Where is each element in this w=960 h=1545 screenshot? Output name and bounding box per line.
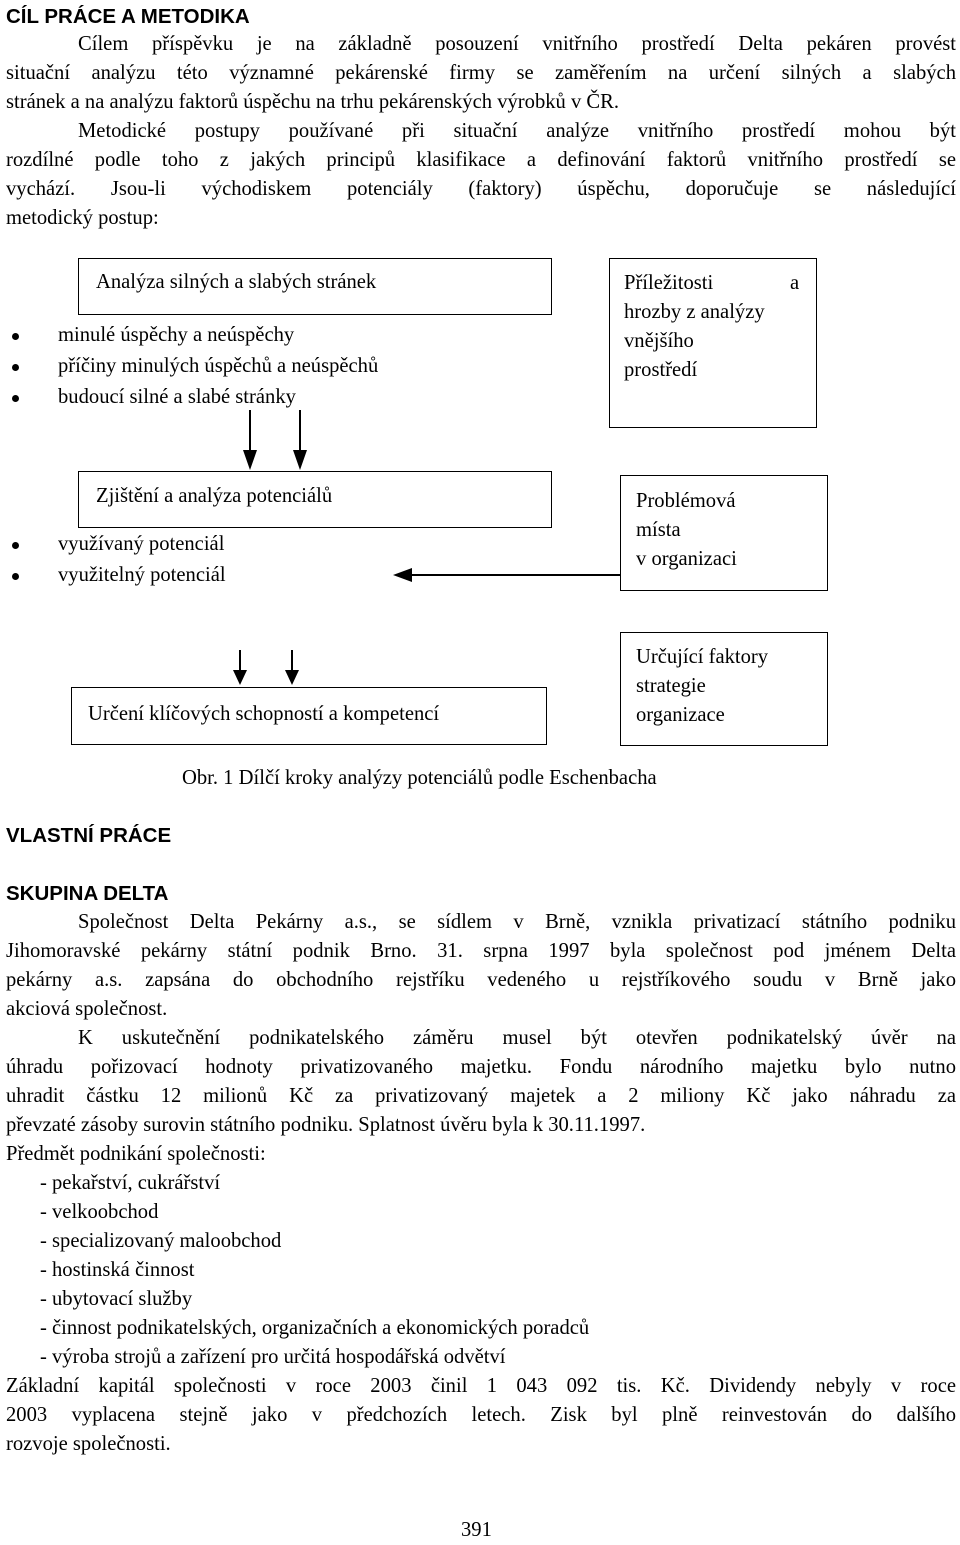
box-opportunities-line: hrozby z analýzy [624, 301, 765, 323]
list-item: - činnost podnikatelských, organizačních a ekonomických poradců [40, 1317, 590, 1339]
box-strengths-label: Analýza silných a slabých stránek [96, 271, 377, 293]
intro-line: Cílem příspěvku je na základně posouzení vnitřního prostředí Delta pekáren provést [78, 33, 956, 55]
text-line: rozvoje společnosti. [6, 1433, 171, 1455]
intro-line: vychází. Jsou-li východiskem potenciály (faktory) úspěchu, doporučuje se následující [6, 178, 956, 200]
text-line: Společnost Delta Pekárny a.s., se sídlem v Brně, vznikla privatizací státního podniku [78, 911, 956, 933]
text-line: uhradit částku 12 milionů Kč za privatizovaný majetek a 2 miliony Kč jako náhradu za [6, 1085, 956, 1107]
box-opportunities-line: Příležitosti [624, 272, 714, 294]
intro-line: metodický postup: [6, 207, 159, 229]
arrowhead-down-icon [285, 670, 299, 685]
arrowhead-left-icon [393, 568, 412, 582]
list-item: - specializovaný maloobchod [40, 1230, 282, 1252]
box-problems-line: místa [636, 519, 681, 541]
text-line: Základní kapitál společnosti v roce 2003 činil 1 043 092 tis. Kč. Dividendy nebyly v roce [6, 1375, 956, 1397]
box-opportunities-line: prostředí [624, 359, 698, 381]
text-line: pekárny a.s. zapsána do obchodního rejstříku vedeného u rejstříkového soudu v Brně jako [6, 969, 956, 991]
text-line: 2003 vyplacena stejně jako v předchozích letech. Zisk byl plně reinvestován do dalšího [6, 1404, 956, 1426]
box-factors-line: Určující faktory [636, 646, 769, 668]
group-title: SKUPINA DELTA [6, 882, 169, 905]
box-problems-line: Problémová [636, 490, 736, 512]
text-line: Jihomoravské pekárny státní podnik Brno. 31. srpna 1997 byla společnost pod jménem Delta [6, 940, 956, 962]
box-opportunities-line: vnějšího [624, 330, 694, 352]
arrowhead-down-icon [233, 670, 247, 685]
intro-line: rozdílné podle toho z jakých principů klasifikace a definování faktorů vnitřního prostředí se [6, 149, 956, 171]
box-potentials-label: Zjištění a analýza potenciálů [96, 485, 333, 507]
arrowhead-down-icon [293, 450, 307, 470]
figure-caption: Obr. 1 Dílčí kroky analýzy potenciálů podle Eschenbacha [182, 767, 657, 789]
text-line: K uskutečnění podnikatelského záměru musel být otevřen podnikatelský úvěr na [78, 1027, 956, 1049]
text-line: úhradu pořizovací hodnoty privatizovaného majetku. Fondu národního majetku bylo nutno [6, 1056, 956, 1078]
box-competences-label: Určení klíčových schopností a kompetencí [88, 703, 440, 725]
list-item: - hostinská činnost [40, 1259, 195, 1281]
text-line: převzaté zásoby surovin státního podniku. Splatnost úvěru byla k 30.11.1997. [6, 1114, 646, 1136]
list-item: - pekařství, cukrářství [40, 1172, 221, 1194]
arrowhead-down-icon [243, 450, 257, 470]
intro-line: situační analýzu této významné pekárenské firmy se zaměřením na určení silných a slabých [6, 62, 956, 84]
intro-line: Metodické postupy používané při situační analýze vnitřního prostředí mohou být [78, 120, 956, 142]
business-title: Předmět podnikání společnosti: [6, 1143, 266, 1165]
list-item: - výroba strojů a zařízení pro určitá hospodářská odvětví [40, 1346, 506, 1368]
text-line: akciová společnost. [6, 998, 168, 1020]
section-title: CÍL PRÁCE A METODIKA [6, 5, 250, 28]
box-opportunities-line: a [790, 272, 800, 294]
list-item: - velkoobchod [40, 1201, 159, 1223]
box-factors-line: strategie [636, 675, 706, 697]
intro-line: stránek a na analýzu faktorů úspěchu na trhu pekárenských výrobků v ČR. [6, 91, 620, 113]
list-item: - ubytovací služby [40, 1288, 193, 1310]
page-number: 391 [461, 1519, 492, 1541]
box-problems-line: v organizaci [636, 548, 737, 570]
box-factors-line: organizace [636, 704, 725, 726]
own-work-title: VLASTNÍ PRÁCE [6, 824, 172, 847]
